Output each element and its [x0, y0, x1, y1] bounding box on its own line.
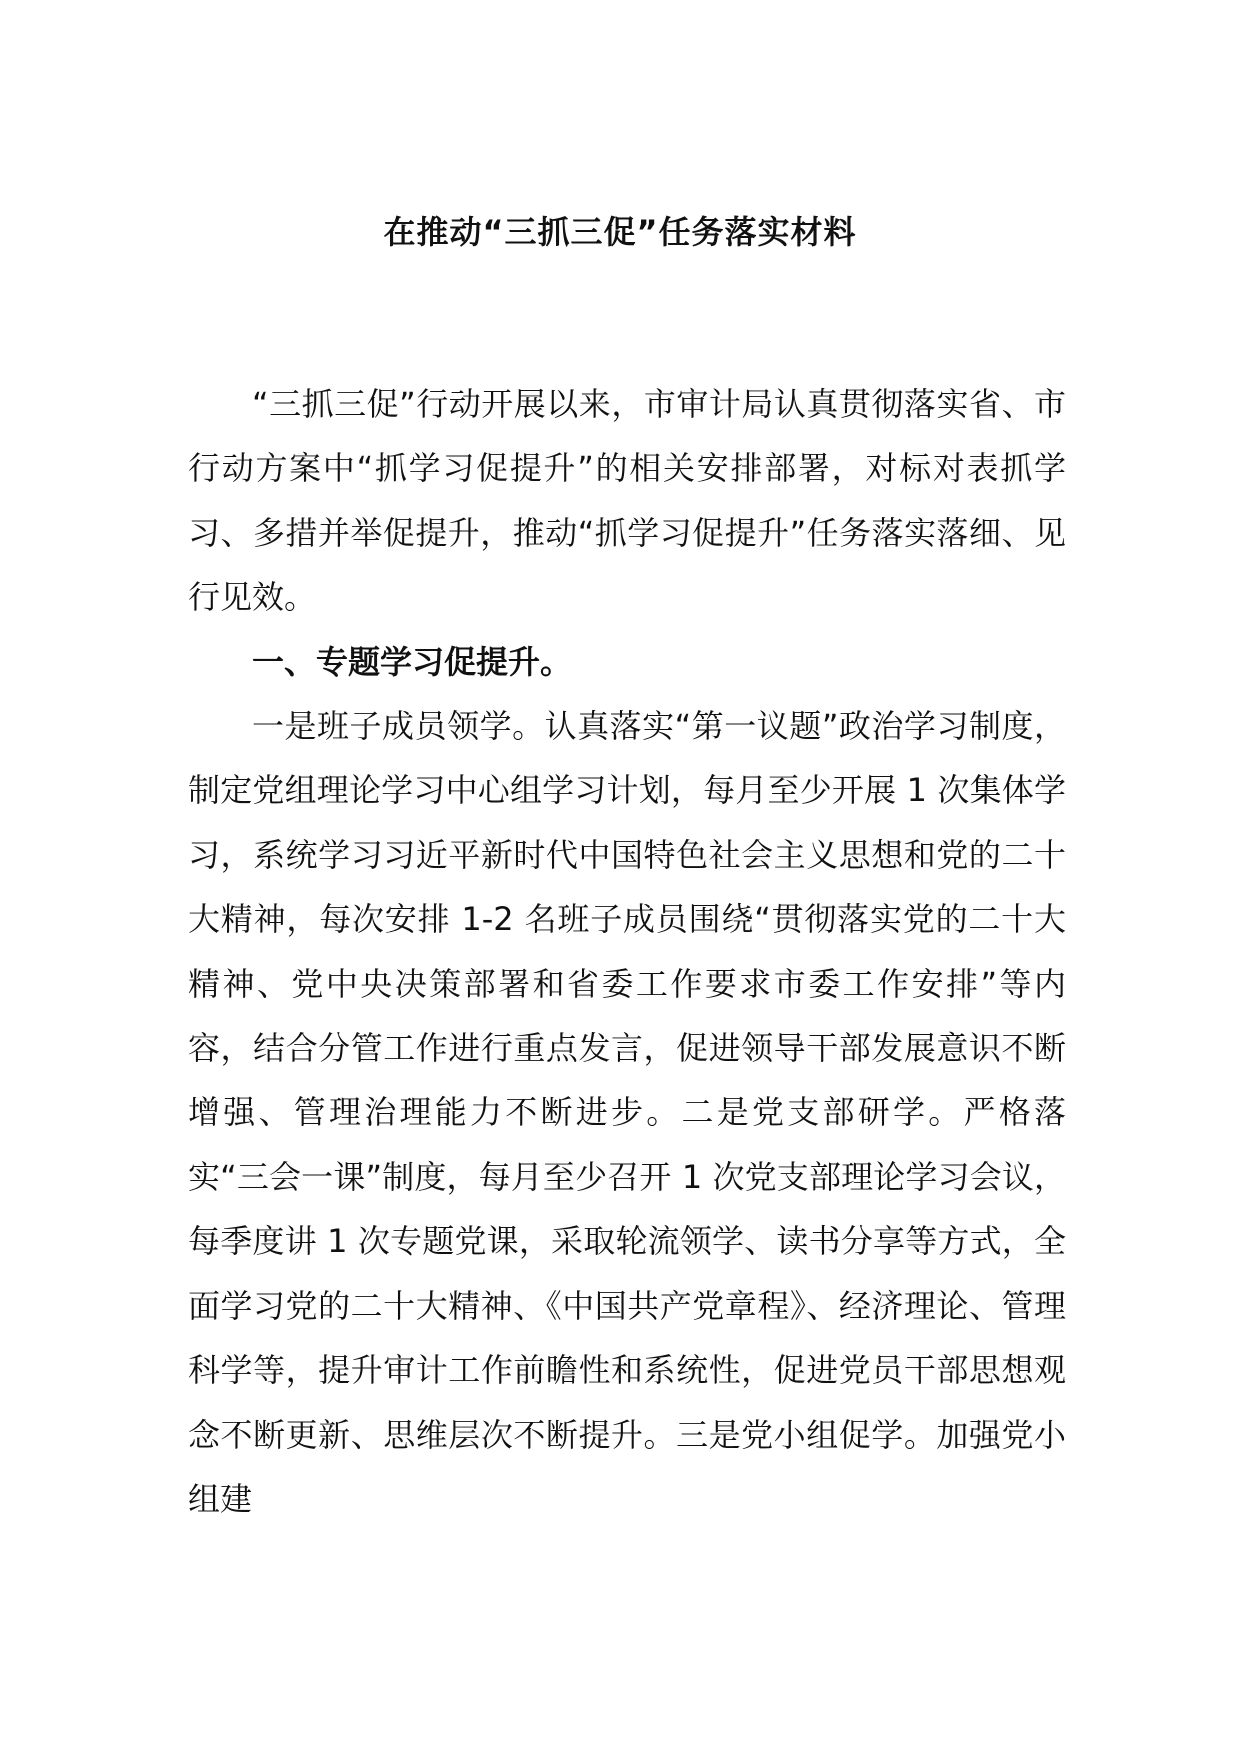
intro-paragraph: “三抓三促”行动开展以来，市审计局认真贯彻落实省、市行动方案中“抓学习促提升”的相关安排部署，对标对表抓学习、多措并举促提升，推动“抓学习促提升”任务落实落细、见行见效。 [188, 385, 1066, 617]
document-title: 在推动“三抓三促”任务落实材料 [383, 213, 857, 251]
section-heading: 一、专题学习促提升。 [252, 642, 573, 681]
document-body [188, 372, 1066, 1531]
body-paragraph: 一是班子成员领学。认真落实“第一议题”政治学习制度，制定党组理论学习中心组学习计划，每月至少开展 1 次集体学习，系统学习习近平新时代中国特色社会主义思想和党的二十大精神，每次安排 1-2 名班子成员围绕“贯彻落实党的二十大精神、党中央决策部署和省委工作要求市委工作安排”等内容，结合分管工作进行重点发言，促进领导干部发展意识不断增强、管理治理能力不断进步。二是党支部研学。严格落实“三会一课”制度，每月至少召开 1 次党支部理论学习会议，每季度讲 1 次专题党课，采取轮流领学、读书分享等方式，全面学习党的二十大精神、《中国共产党章程》、经济理论、管理科学等，提升审计工作前瞻性和系统性，促进党员干部思想观念不断更新、思维层次不断提升。三是党小组促学。加强党小组建 [188, 707, 1066, 1518]
